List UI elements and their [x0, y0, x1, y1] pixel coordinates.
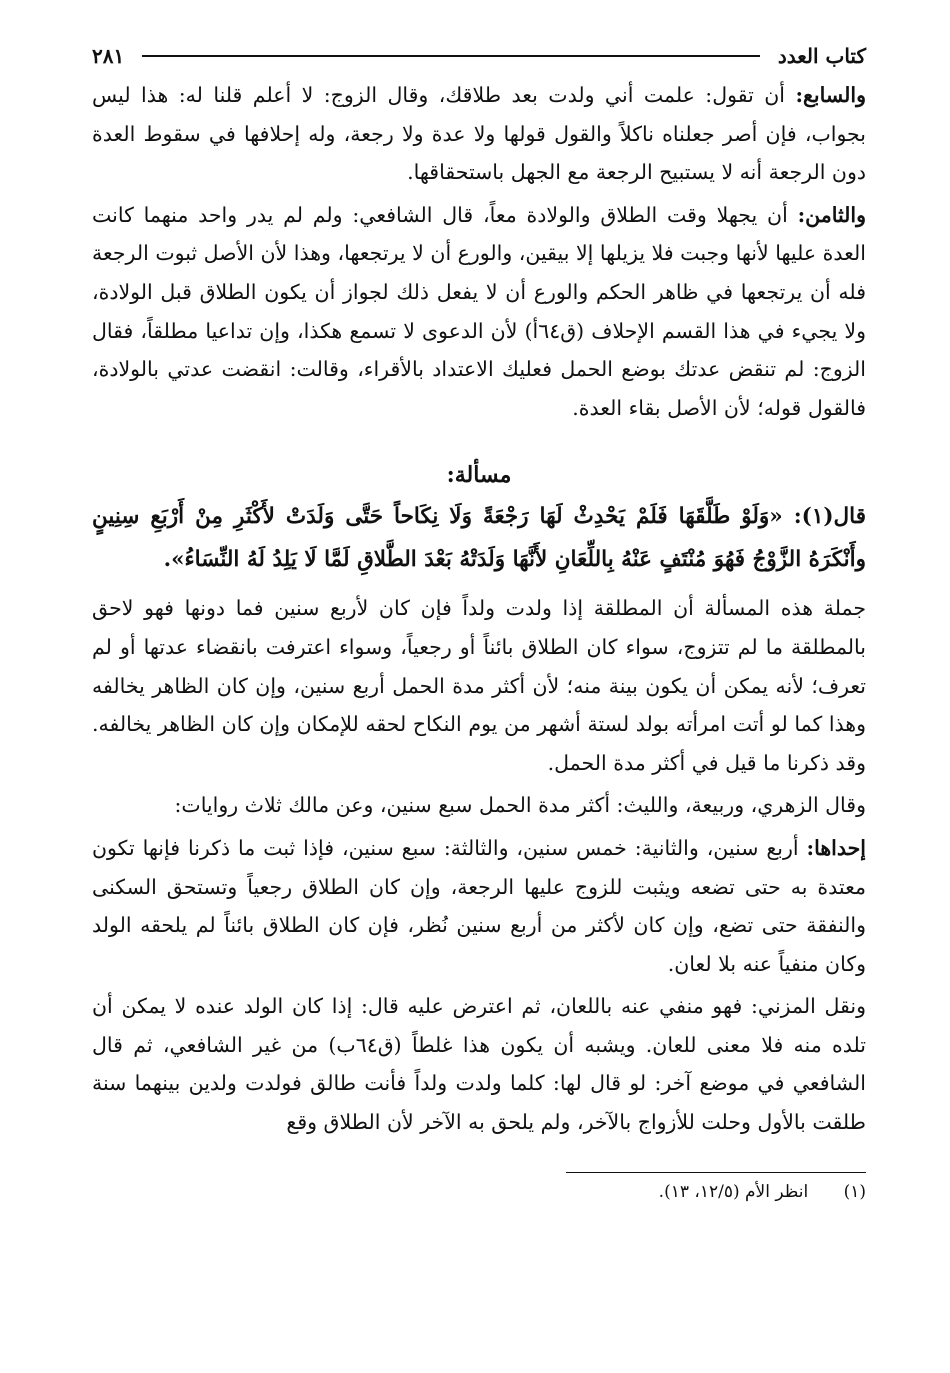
book-title: كتاب العدد [777, 44, 866, 68]
paragraph-seventh [92, 76, 866, 192]
footnote-text: انظر الأم (١٢/٥، ١٣). [658, 1181, 809, 1202]
paragraph-text: أربع سنين، والثانية: خمس سنين، والثالثة: سبع سنين، فإذا ثبت ما ذكرنا فإنها تكون معتدة به حتى تضعه ويثبت للزوج عليها الرجعة، وإن كان الطلاق رجعياً وتستحق السكنى والنفقة حتى تضع، وإن كان لأكثر من أربع سنين نُظر، فإن كان الطلاق بائناً لم يلحقه الولد وكان منفياً عنه بلا لعان. [92, 835, 866, 976]
running-header [92, 36, 866, 76]
section-heading: مسألة: [446, 462, 512, 489]
paragraph-first-narration [92, 829, 866, 983]
paragraph-text: أن تقول: علمت أني ولدت بعد طلاقك، وقال الزوج: لا أعلم قلنا له: هذا ليس بجواب، فإن أصر جعلناه ناكلاً والقول قولها ولا عدة ولا رجعة، وله إحلافها في سقوط العدة دون الرجعة أنه لا يستبيح الرجعة مع الجهل باستحقاقها. [92, 83, 866, 185]
footnote-number: (١) [843, 1181, 866, 1202]
paragraph-lead: والسابع: [795, 83, 866, 107]
page [92, 36, 866, 1207]
footnote [92, 1177, 866, 1207]
quoted-text: قال(١): «وَلَوْ طَلَّقَهَا فَلَمْ يَحْدِثْ لَهَا رَجْعَةً وَلَا نِكَاحاً حَتَّى وَلَدَتْ لأَكْثَرِ مِنْ أَرْبَعِ سِنِينٍ وأَنْكَرَهُ الزَّوْجُ فَهُوَ مُنْتَفٍ عَنْهُ بِاللِّعَانِ لأَنَّهَا وَلَدَتْهُ بَعْدَ الطَّلاقِ لَمَّا لَا يَلِدُ لَهُ النِّسَاءُ». [92, 504, 866, 573]
paragraph-summary: جملة هذه المسألة أن المطلقة إذا ولدت ولداً فإن كان لأربع سنين فما دونها فهو لاحق بالمطلقة ما لم تتزوج، سواء كان الطلاق بائناً أو رجعياً، وسواء اعترفت بانقضاء عدتها أو لم تعرف؛ لأنه يمكن أن يكون بينة منه؛ لأن أكثر مدة الحمل أربع سنين، وإن كان الظاهر يخالفه وهذا كما لو أتت امرأته بولد لستة أشهر من يوم النكاح لحقه للإمكان وإن كان الظاهر يخالفه. وقد ذكرنا ما قيل في أكثر مدة الحمل. [92, 596, 866, 775]
page-number: ٢٨١ [92, 44, 125, 68]
paragraph-text: أن يجهلا وقت الطلاق والولادة معاً، قال الشافعي: ولم لم يدر واحد منهما كانت العدة عليها لأنها وجبت فلا يزيلها إلا بيقين، والورع أن لا يرتجعها، وهذا لأن الأصل ثبوت الرجعة فله أن يرتجعها في ظاهر الحكم والورع أن لا يفعل ذلك لجواز أن يكون الطلاق قبل الولادة، ولا يجيء في هذا القسم الإحلاف (ق٦٤أ) لأن الدعوى لا تسمع هكذا، وإن تداعيا مطلقاً، فقال الزوج: لم تنقض عدتك بوضع الحمل فعليك الاعتداد بالأقراء، وقالت: انقضت عدتي بالولادة، فالقول قوله؛ لأن الأصل بقاء العدة. [92, 202, 866, 420]
paragraph-lead: إحداها: [806, 835, 866, 860]
paragraph-lead: والثامن: [797, 202, 866, 227]
paragraph-eighth [92, 196, 866, 428]
header-rule [142, 55, 760, 57]
paragraph-zuhri: وقال الزهري، وربيعة، والليث: أكثر مدة الحمل سبع سنين، وعن مالك ثلاث روايات: [174, 793, 866, 818]
footnote-rule [566, 1172, 866, 1173]
paragraph-muzani: ونقل المزني: فهو منفي عنه باللعان، ثم اعترض عليه قال: إذا كان الولد عنده لا يمكن أن تلده منه فلا معنى للعان. ويشبه أن يكون هذا غلطاً (ق٦٤ب) من غير الشافعي، ثم قال الشافعي في موضع آخر: لو قال لها: كلما ولدت ولداً فأنت طالق فولدت ولدين بينهما سنة طلقت بالأول وحلت للأزواج بالآخر، ولم يلحق به الآخر لأن الطلاق وقع [92, 994, 866, 1135]
